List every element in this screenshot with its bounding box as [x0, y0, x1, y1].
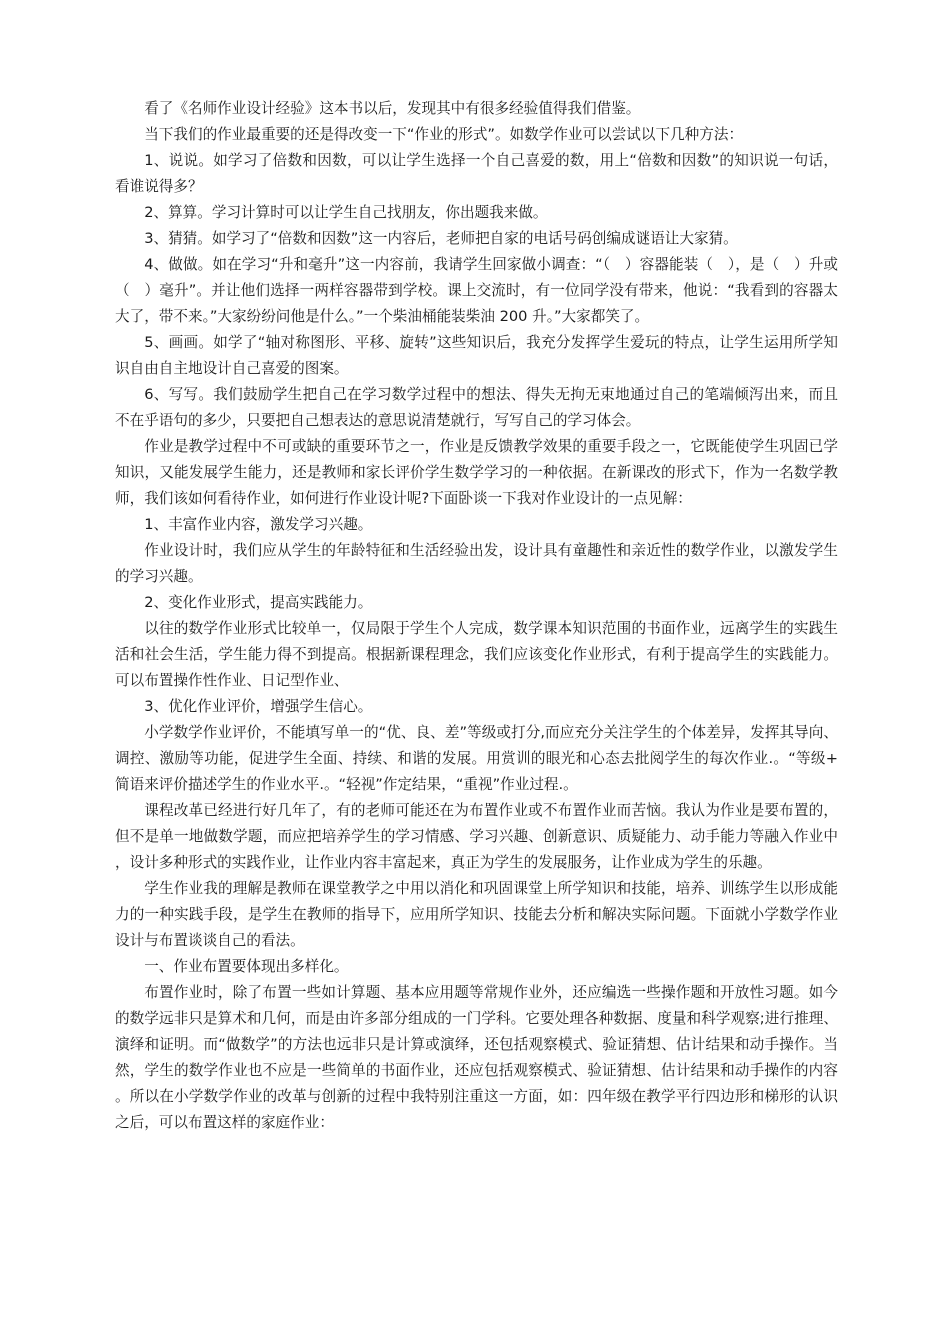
paragraph-understanding: 学生作业我的理解是教师在课堂教学之中用以消化和巩固课堂上所学知识和技能，培养、训练学生以形成能力的一种实践手段，是学生在教师的指导下，应用所学知识、技能去分析和解决实际问题。下面就小学数学作业设计与布置谈谈自己的看法。 — [115, 880, 838, 949]
paragraph-optimize-evaluation: 小学数学作业评价，不能填写单一的“优、良、差”等级或打分,而应充分关注学生的个体差异，发挥其导向、调控、激励等功能，促进学生全面、持续、和谐的发展。用赏训的眼光和心态去批阅学生的每次作业.。“等级+简语来评价描述学生的作业水平.。“轻视”作定结果，“重视”作业过程.。 — [115, 724, 838, 793]
paragraph-method-calculate: 2、算算。学习计算时可以让学生自己找朋友，你出题我来做。 — [144, 204, 548, 221]
heading-change-form: 2、变化作业形式，提高实践能力。 — [144, 594, 373, 611]
paragraph-method-do: 4、做做。如在学习“升和毫升”这一内容前，我请学生回家做小调查：“（ ）容器能装（ ），是（ ）升或（ ）毫升”。并让他们选择一两样容器带到学校。课上交流时，有一位同学没有带来，他说：“我看到的容器太大了，带不来。”大家纷纷问他是什么。”一个柴油桶能装柴油 200 升。”大家都笑了。 — [115, 256, 838, 325]
paragraph-change-form: 以往的数学作业形式比较单一，仅局限于学生个人完成，数学课本知识范围的书面作业，远离学生的实践生活和社会生活，学生能力得不到提高。根据新课程理念，我们应该变化作业形式，有利于提高学生的实践能力。可以布置操作性作业、日记型作业、 — [115, 620, 838, 689]
paragraph-homework-form: 当下我们的作业最重要的还是得改变一下“作业的形式”。如数学作业可以尝试以下几种方法： — [144, 126, 744, 143]
paragraph-method-say: 1、说说。如学习了倍数和因数，可以让学生选择一个自己喜爱的数，用上“倍数和因数”的知识说一句话，看谁说得多？ — [115, 152, 838, 195]
paragraph-method-write: 6、写写。我们鼓励学生把自己在学习数学过程中的想法、得失无拘无束地通过自己的笔端倾泻出来，而且不在乎语句的多少，只要把自己想表达的意思说清楚就行，写写自己的学习体会。 — [115, 386, 838, 429]
heading-enrich-content: 1、丰富作业内容，激发学习兴趣。 — [144, 516, 373, 533]
paragraph-intro: 看了《名师作业设计经验》这本书以后，发现其中有很多经验值得我们借鉴。 — [144, 100, 641, 117]
heading-optimize-evaluation: 3、优化作业评价，增强学生信心。 — [144, 698, 373, 715]
heading-diversity: 一、作业布置要体现出多样化。 — [144, 958, 349, 975]
paragraph-enrich-content: 作业设计时，我们应从学生的年龄特征和生活经验出发，设计具有童趣性和亲近性的数学作业，以激发学生的学习兴趣。 — [115, 542, 838, 585]
paragraph-method-draw: 5、画画。如学了“轴对称图形、平移、旋转”这些知识后，我充分发挥学生爱玩的特点，让学生运用所学知识自由自主地设计自己喜爱的图案。 — [115, 334, 838, 377]
paragraph-diversity: 布置作业时，除了布置一些如计算题、基本应用题等常规作业外，还应编选一些操作题和开放性习题。如今的数学远非只是算术和几何，而是由许多部分组成的一门学科。它要处理各种数据、度量和科学观察;进行推理、演绎和证明。而“做数学”的方法也远非只是计算或演绎，还包括观察模式、验证猜想、估计结果和动手操作。当然，学生的数学作业也不应是一些简单的书面作业，还应包括观察模式、验证猜想、估计结果和动手操作的内容。所以在小学数学作业的改革与创新的过程中我特别注重这一方面，如：四年级在教学平行四边形和梯形的认识之后，可以布置这样的家庭作业： — [115, 984, 838, 1131]
paragraph-homework-importance: 作业是教学过程中不可或缺的重要环节之一，作业是反馈教学效果的重要手段之一，它既能使学生巩固已学知识，又能发展学生能力，还是教师和家长评价学生数学学习的一种依据。在新课改的形式下，作为一名数学教师，我们该如何看待作业，如何进行作业设计呢?下面卧谈一下我对作业设计的一点见解： — [115, 438, 838, 507]
document-page — [115, 96, 838, 1136]
paragraph-curriculum-reform: 课程改革已经进行好几年了，有的老师可能还在为布置作业或不布置作业而苦恼。我认为作业是要布置的，但不是单一地做数学题，而应把培养学生的学习情感、学习兴趣、创新意识、质疑能力、动手能力等融入作业中，设计多种形式的实践作业，让作业内容丰富起来，真正为学生的发展服务，让作业成为学生的乐趣。 — [115, 802, 838, 871]
paragraph-method-guess: 3、猜猜。如学习了“倍数和因数”这一内容后，老师把自家的电话号码创编成谜语让大家猜。 — [144, 230, 738, 247]
